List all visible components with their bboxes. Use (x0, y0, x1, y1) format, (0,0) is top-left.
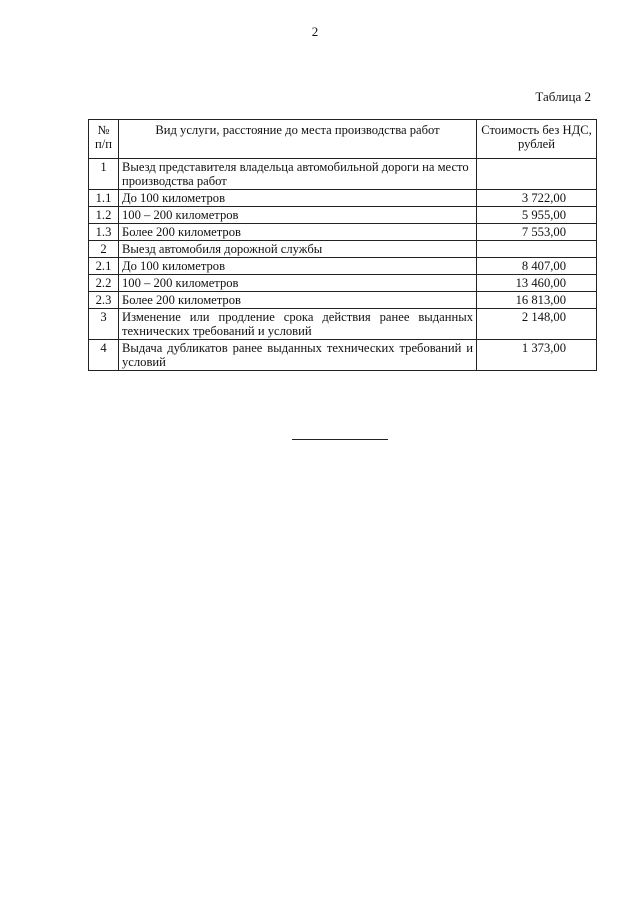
row-description: До 100 километров (119, 258, 477, 275)
row-cost: 5 955,00 (477, 207, 597, 224)
row-number: 4 (89, 340, 119, 371)
row-cost: 7 553,00 (477, 224, 597, 241)
row-number: 3 (89, 309, 119, 340)
row-description: Более 200 километров (119, 292, 477, 309)
row-description: Более 200 километров (119, 224, 477, 241)
row-number: 1.1 (89, 190, 119, 207)
row-number: 2 (89, 241, 119, 258)
page-number: 2 (311, 24, 319, 39)
table-row (89, 309, 597, 340)
row-number: 1.2 (89, 207, 119, 224)
header-number: № п/п (89, 120, 119, 159)
row-description: Выдача дубликатов ранее выданных технических требований и условий (119, 340, 477, 371)
row-description: Выезд представителя владельца автомобильной дороги на место производства работ (119, 159, 477, 190)
end-of-document-line (292, 439, 388, 440)
table-caption: Таблица 2 (535, 89, 591, 104)
header-cost: Стоимость без НДС, рублей (477, 120, 597, 159)
row-description: 100 – 200 километров (119, 275, 477, 292)
row-cost: 1 373,00 (477, 340, 597, 371)
table-row (89, 207, 597, 224)
row-number: 1.3 (89, 224, 119, 241)
table-header-row (89, 120, 597, 159)
table-row (89, 258, 597, 275)
table-row (89, 275, 597, 292)
header-service-type: Вид услуги, расстояние до места производства работ (119, 120, 477, 159)
row-number: 2.2 (89, 275, 119, 292)
row-cost: 8 407,00 (477, 258, 597, 275)
table-row (89, 224, 597, 241)
row-cost (477, 159, 597, 190)
row-cost: 13 460,00 (477, 275, 597, 292)
row-number: 2.1 (89, 258, 119, 275)
price-table (88, 119, 597, 371)
table-row (89, 190, 597, 207)
row-cost (477, 241, 597, 258)
row-description: 100 – 200 километров (119, 207, 477, 224)
row-number: 1 (89, 159, 119, 190)
row-description: Выезд автомобиля дорожной службы (119, 241, 477, 258)
row-number: 2.3 (89, 292, 119, 309)
row-cost: 16 813,00 (477, 292, 597, 309)
row-description: До 100 километров (119, 190, 477, 207)
row-cost: 2 148,00 (477, 309, 597, 340)
table-row (89, 159, 597, 190)
table-row (89, 292, 597, 309)
row-description: Изменение или продление срока действия ранее выданных технических требований и условий (119, 309, 477, 340)
row-cost: 3 722,00 (477, 190, 597, 207)
table-row (89, 340, 597, 371)
table-row (89, 241, 597, 258)
